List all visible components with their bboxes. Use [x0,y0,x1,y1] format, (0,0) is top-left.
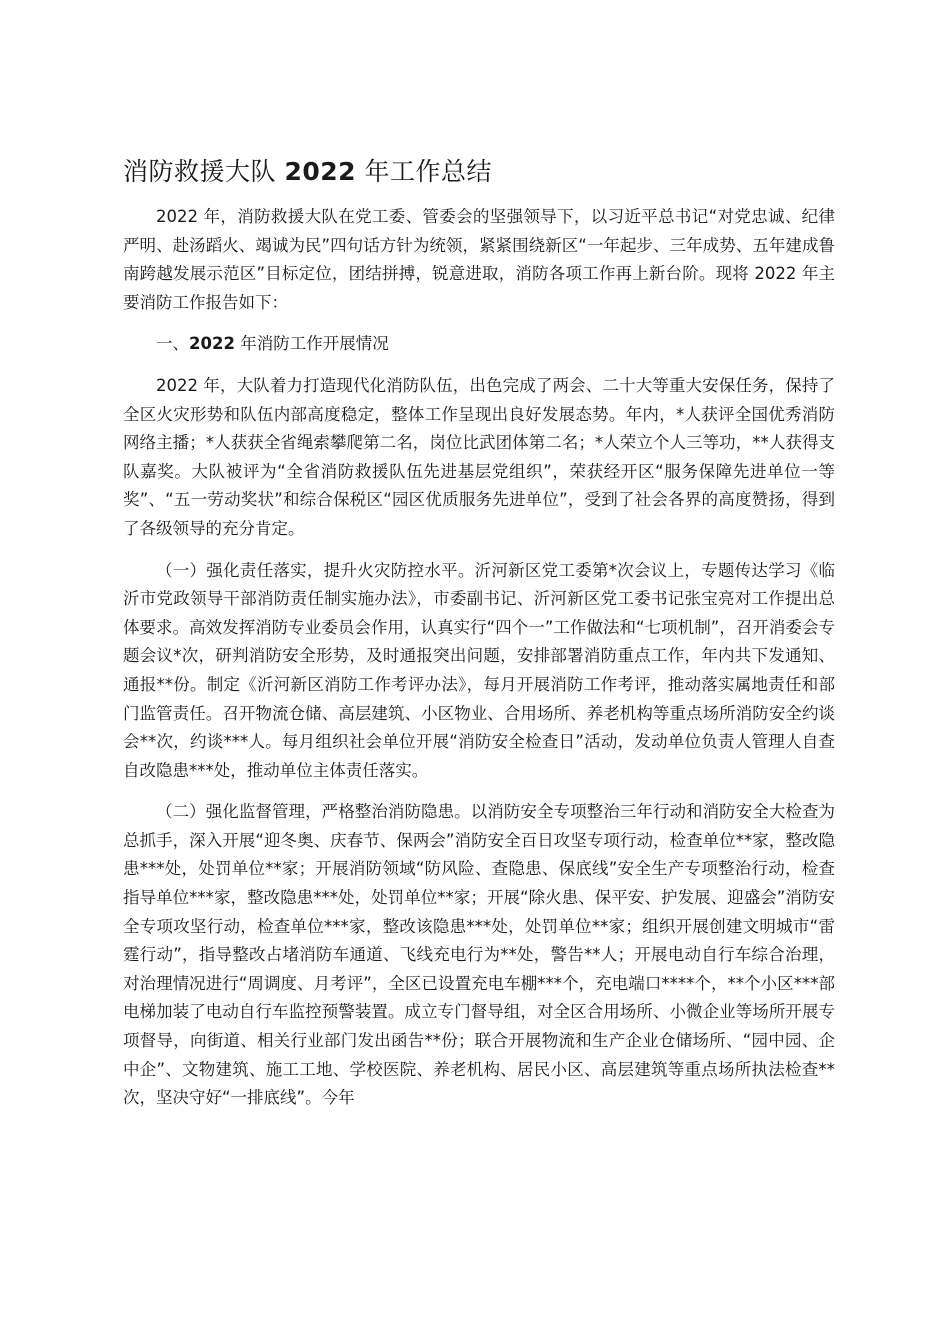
title-part1: 消防救援大队 [123,157,277,186]
title-part2: 年工作总结 [364,157,493,186]
document-page [123,150,835,1126]
section-heading-1 [123,330,835,359]
part1-paragraph: （一）强化责任落实，提升火灾防控水平。沂河新区党工委第*次会议上，专题传达学习《临沂市党政领导干部消防责任制实施办法》，市委副书记、沂河新区党工委书记张宝亮对工作提出总体要求。高效发挥消防专业委员会作用，认真实行“四个一”工作做法和“七项机制”，召开消委会专题会议*次，研判消防安全形势，及时通报突出问题，安排部署消防重点工作，年内共下发通知、通报**份。制定《沂河新区消防工作考评办法》，每月开展消防工作考评，推动落实属地责任和部门监管责任。召开物流仓储、高层建筑、小区物业、合用场所、养老机构等重点场所消防安全约谈会**次，约谈***人。每月组织社会单位开展“消防安全检查日”活动，发动单位负责人管理人自查自改隐患***处，推动单位主体责任落实。 [123,560,835,780]
section-heading-year: 2022 [189,334,235,354]
section-heading-prefix: 一、 [156,334,189,354]
title-year: 2022 [284,157,357,186]
document-title [123,150,835,194]
part2-paragraph: （二）强化监督管理，严格整治消防隐患。以消防安全专项整治三年行动和消防安全大检查为总抓手，深入开展“迎冬奥、庆春节、保两会”消防安全百日攻坚专项行动，检查单位**家，整改隐患***处，处罚单位**家；开展消防领域“防风险、查隐患、保底线”安全生产专项整治行动，检查指导单位***家，整改隐患***处，处罚单位**家；开展“除火患、保平安、护发展、迎盛会”消防安全专项攻坚行动，检查单位***家，整改该隐患***处，处罚单位**家；组织开展创建文明城市“雷霆行动”，指导整改占堵消防车通道、飞线充电行为**处，警告**人；开展电动自行车综合治理，对治理情况进行“周调度、月考评”，全区已设置充电车棚***个，充电端口****个，**个小区***部电梯加装了电动自行车监控预警装置。成立专门督导组，对全区合用场所、小微企业等场所开展专项督导，向街道、相关行业部门发出函告**份；联合开展物流和生产企业仓储场所、“园中园、企中企”、文物建筑、施工工地、学校医院、养老机构、居民小区、高层建筑等重点场所执法检查**次，坚决守好“一排底线”。今年 [123,802,835,1108]
intro-paragraph: 2022 年，消防救援大队在党工委、管委会的坚强领导下，以习近平总书记“对党忠诚、纪律严明、赴汤蹈火、竭诚为民”四句话方针为统领，紧紧围绕新区“一年起步、三年成势、五年建成鲁南跨越发展示范区”目标定位，团结拼搏，锐意进取，消防各项工作再上新台阶。现将 2022 年主要消防工作报告如下： [123,207,835,312]
overview-paragraph: 2022 年，大队着力打造现代化消防队伍，出色完成了两会、二十大等重大安保任务，保持了全区火灾形势和队伍内部高度稳定，整体工作呈现出良好发展态势。年内，*人获评全国优秀消防网络主播；*人获获全省绳索攀爬第二名，岗位比武团体第二名；*人荣立个人三等功，**人获得支队嘉奖。大队被评为“全省消防救援队伍先进基层党组织”，荣获经开区“服务保障先进单位一等奖”、“五一劳动奖状”和综合保税区“园区优质服务先进单位”，受到了社会各界的高度赞扬，得到了各级领导的充分肯定。 [123,375,835,538]
section-heading-text: 年消防工作开展情况 [240,334,389,354]
